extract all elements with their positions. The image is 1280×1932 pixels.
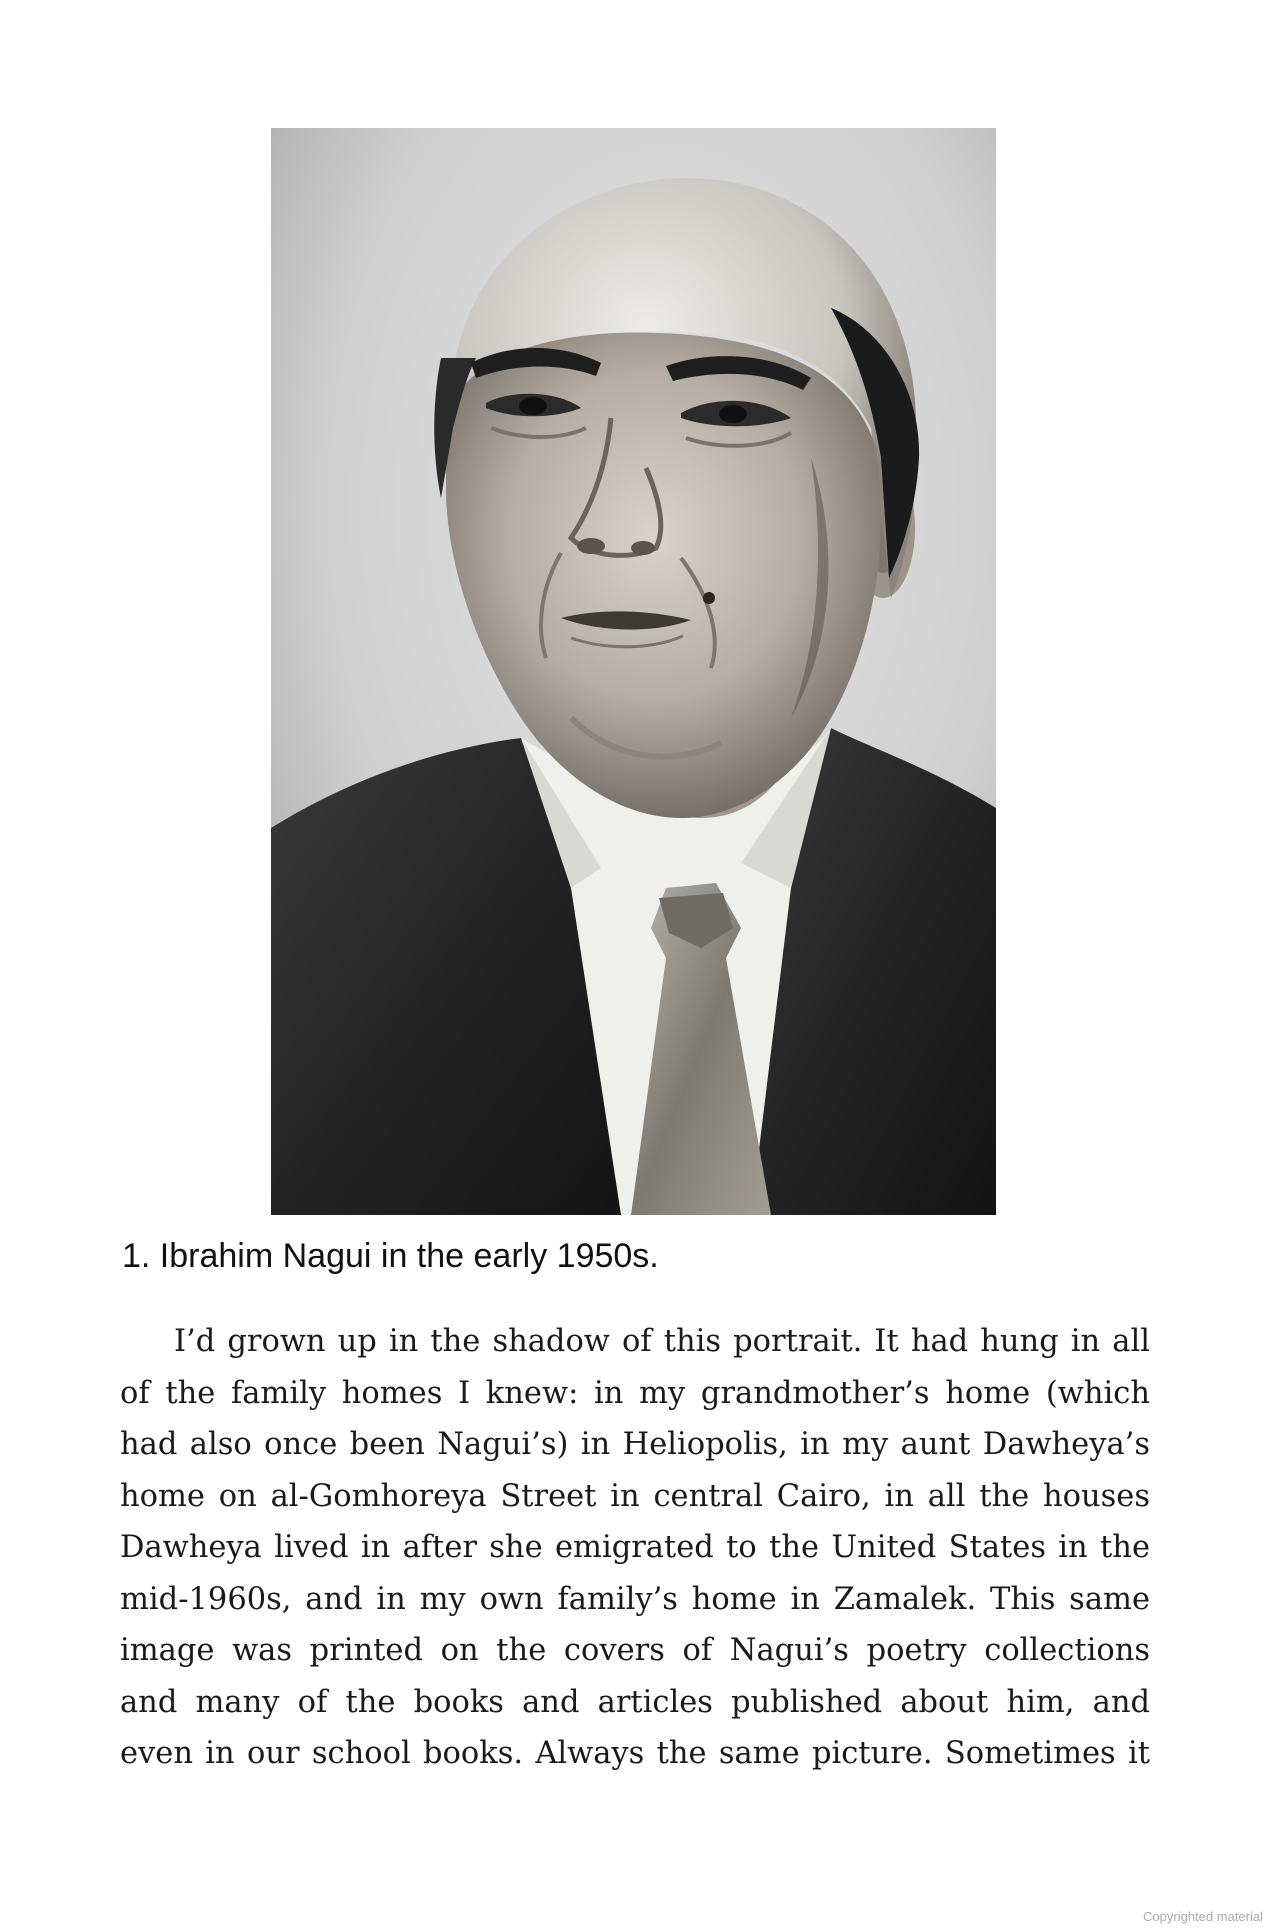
paragraph-line: had also once been Nagui’s) in Heliopolis, in my aunt Dawheya’s — [120, 1427, 1150, 1462]
body-paragraph — [120, 1316, 1150, 1780]
figure-caption: 1. Ibrahim Nagui in the early 1950s. — [122, 1237, 659, 1275]
paragraph-line: even in our school books. Always the same picture. Sometimes it — [120, 1736, 1150, 1771]
paragraph-line: home on al-Gomhoreya Street in central Cairo, in all the houses — [120, 1478, 1150, 1514]
portrait-illustration — [271, 128, 996, 1215]
paragraph-line: image was printed on the covers of Nagui’s poetry collections — [120, 1633, 1150, 1668]
paragraph-line: Dawheya lived in after she emigrated to the United States in the — [120, 1530, 1150, 1565]
paragraph-line: of the family homes I knew: in my grandmother’s home (which — [120, 1375, 1150, 1411]
paragraph-line: I’d grown up in the shadow of this portrait. It had hung in all — [174, 1324, 1150, 1359]
copyright-watermark: Copyrighted material — [1143, 1909, 1263, 1924]
paragraph-line: mid-1960s, and in my own family’s home in Zamalek. This same — [120, 1581, 1150, 1617]
paragraph-line: and many of the books and articles published about him, and — [120, 1684, 1150, 1720]
portrait-photo — [271, 128, 996, 1215]
